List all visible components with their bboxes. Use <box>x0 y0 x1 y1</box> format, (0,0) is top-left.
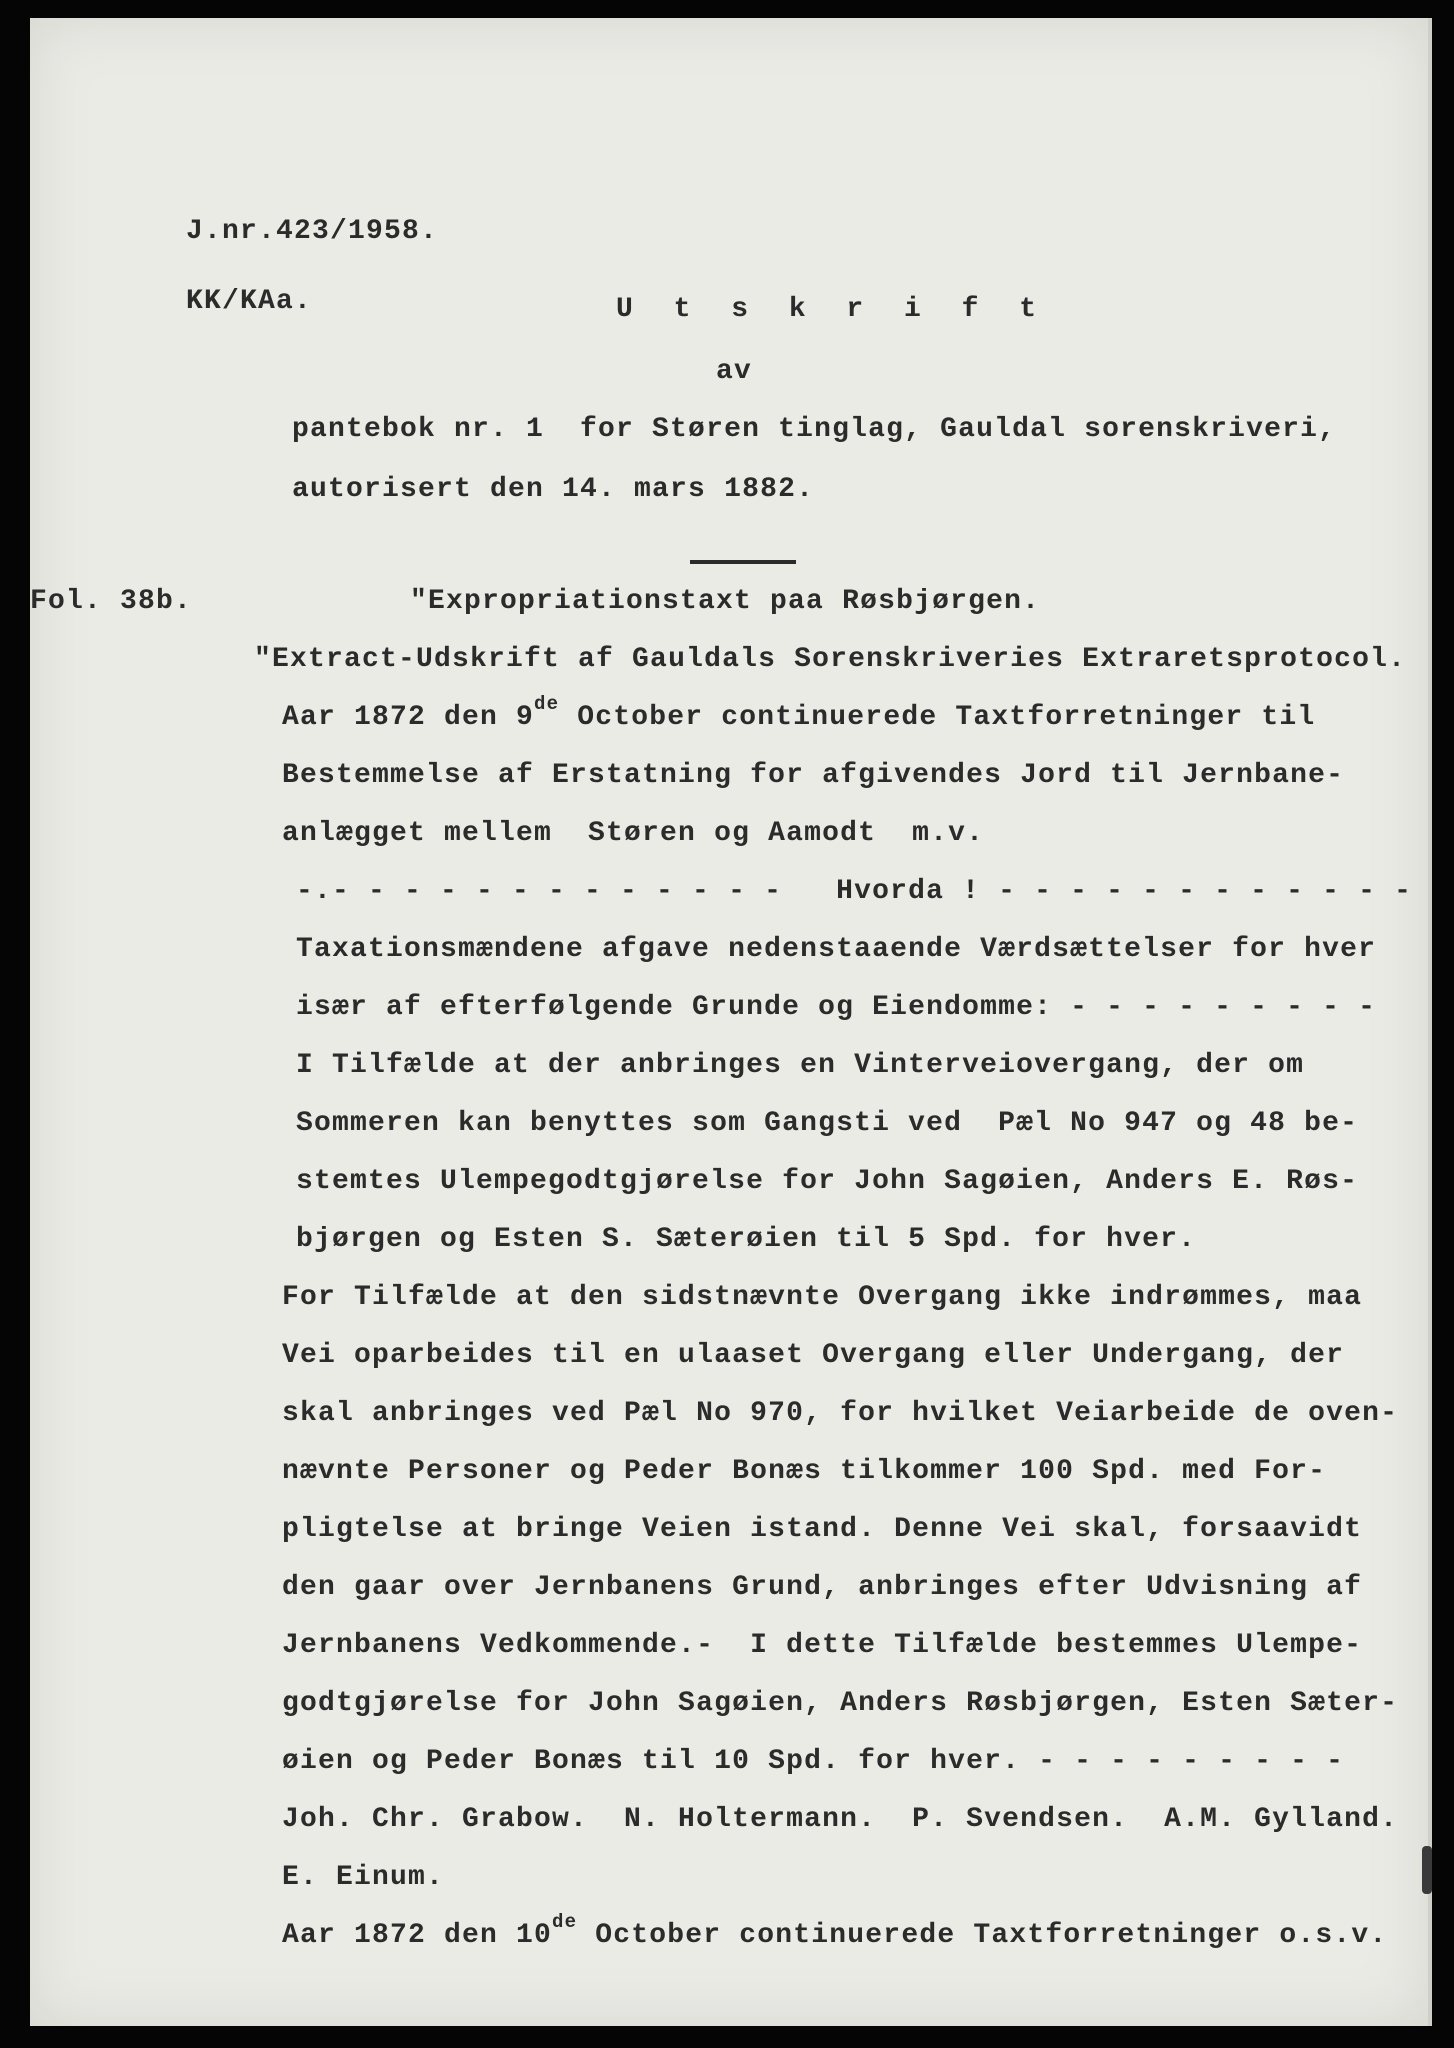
body-line-3: Aar 1872 den 9de October continuerede Taxtforretninger til <box>282 693 1316 733</box>
body-line-9: I Tilfælde at der anbringes en Vinterveiovergang, der om <box>296 1050 1305 1081</box>
document-title: U t s k r i f t <box>616 294 1049 325</box>
body-line-19: Jernbanens Vedkommende.- I dette Tilfælde bestemmes Ulempe- <box>282 1630 1363 1661</box>
body-line-24: Aar 1872 den 10de October continuerede Taxtforretninger o.s.v. <box>282 1911 1388 1951</box>
body-line-16: nævnte Personer og Peder Bonæs tilkommer 100 Spd. med For- <box>282 1456 1327 1487</box>
body-line-18: den gaar over Jernbanens Grund, anbringes efter Udvisning af <box>282 1572 1363 1603</box>
title-divider <box>690 560 796 564</box>
journal-number: J.nr.423/1958. <box>186 216 439 247</box>
signatory-continued: E. Einum. <box>282 1862 445 1893</box>
body-line-4: Bestemmelse af Erstatning for afgivendes Jord til Jernbane- <box>282 760 1345 791</box>
body-line-17: pligtelse at bringe Veien istand. Denne Vei skal, forsaavidt <box>282 1514 1363 1545</box>
title-line-2: autorisert den 14. mars 1882. <box>292 474 815 505</box>
document-page <box>30 18 1432 2026</box>
folio-reference: Fol. 38b. <box>30 586 193 617</box>
body-line-13: For Tilfælde at den sidstnævnte Overgang ikke indrømmes, maa <box>282 1282 1363 1313</box>
paper-edge-mark <box>1422 1846 1432 1894</box>
body-line-7: Taxationsmændene afgave nedenstaaende Værdsættelser for hver <box>296 934 1377 965</box>
body-line-20: godtgjørelse for John Sagøien, Anders Røsbjørgen, Esten Sæter- <box>282 1688 1399 1719</box>
title-line-1: pantebok nr. 1 for Støren tinglag, Gauldal sorenskriveri, <box>292 414 1337 445</box>
body-line-12: bjørgen og Esten S. Sæterøien til 5 Spd. for hver. <box>296 1224 1197 1255</box>
body-line-8: især af efterfølgende Grunde og Eiendomme: - - - - - - - - - <box>296 992 1377 1023</box>
body-line-5: anlægget mellem Støren og Aamodt m.v. <box>282 818 985 849</box>
body-line-11: stemtes Ulempegodtgjørelse for John Sagøien, Anders E. Røs- <box>296 1166 1359 1197</box>
initials: KK/KAa. <box>186 286 313 317</box>
body-line-10: Sommeren kan benyttes som Gangsti ved Pæl No 947 og 48 be- <box>296 1108 1359 1139</box>
title-connector: av <box>716 356 753 387</box>
body-line-2: "Extract-Udskrift af Gauldals Sorenskriveries Extraretsprotocol. <box>254 644 1407 675</box>
body-line-14: Vei oparbeides til en ulaaset Overgang eller Undergang, der <box>282 1340 1345 1371</box>
signatories: Joh. Chr. Grabow. N. Holtermann. P. Svendsen. A.M. Gylland. <box>282 1804 1399 1835</box>
body-line-15: skal anbringes ved Pæl No 970, for hvilket Veiarbeide de oven- <box>282 1398 1399 1429</box>
body-line-1: "Expropriationstaxt paa Røsbjørgen. <box>410 586 1041 617</box>
body-line-6: -.- - - - - - - - - - - - - Hvorda ! - - - - - - - - - - - - <box>296 876 1413 907</box>
body-line-21: øien og Peder Bonæs til 10 Spd. for hver. - - - - - - - - - <box>282 1746 1345 1777</box>
